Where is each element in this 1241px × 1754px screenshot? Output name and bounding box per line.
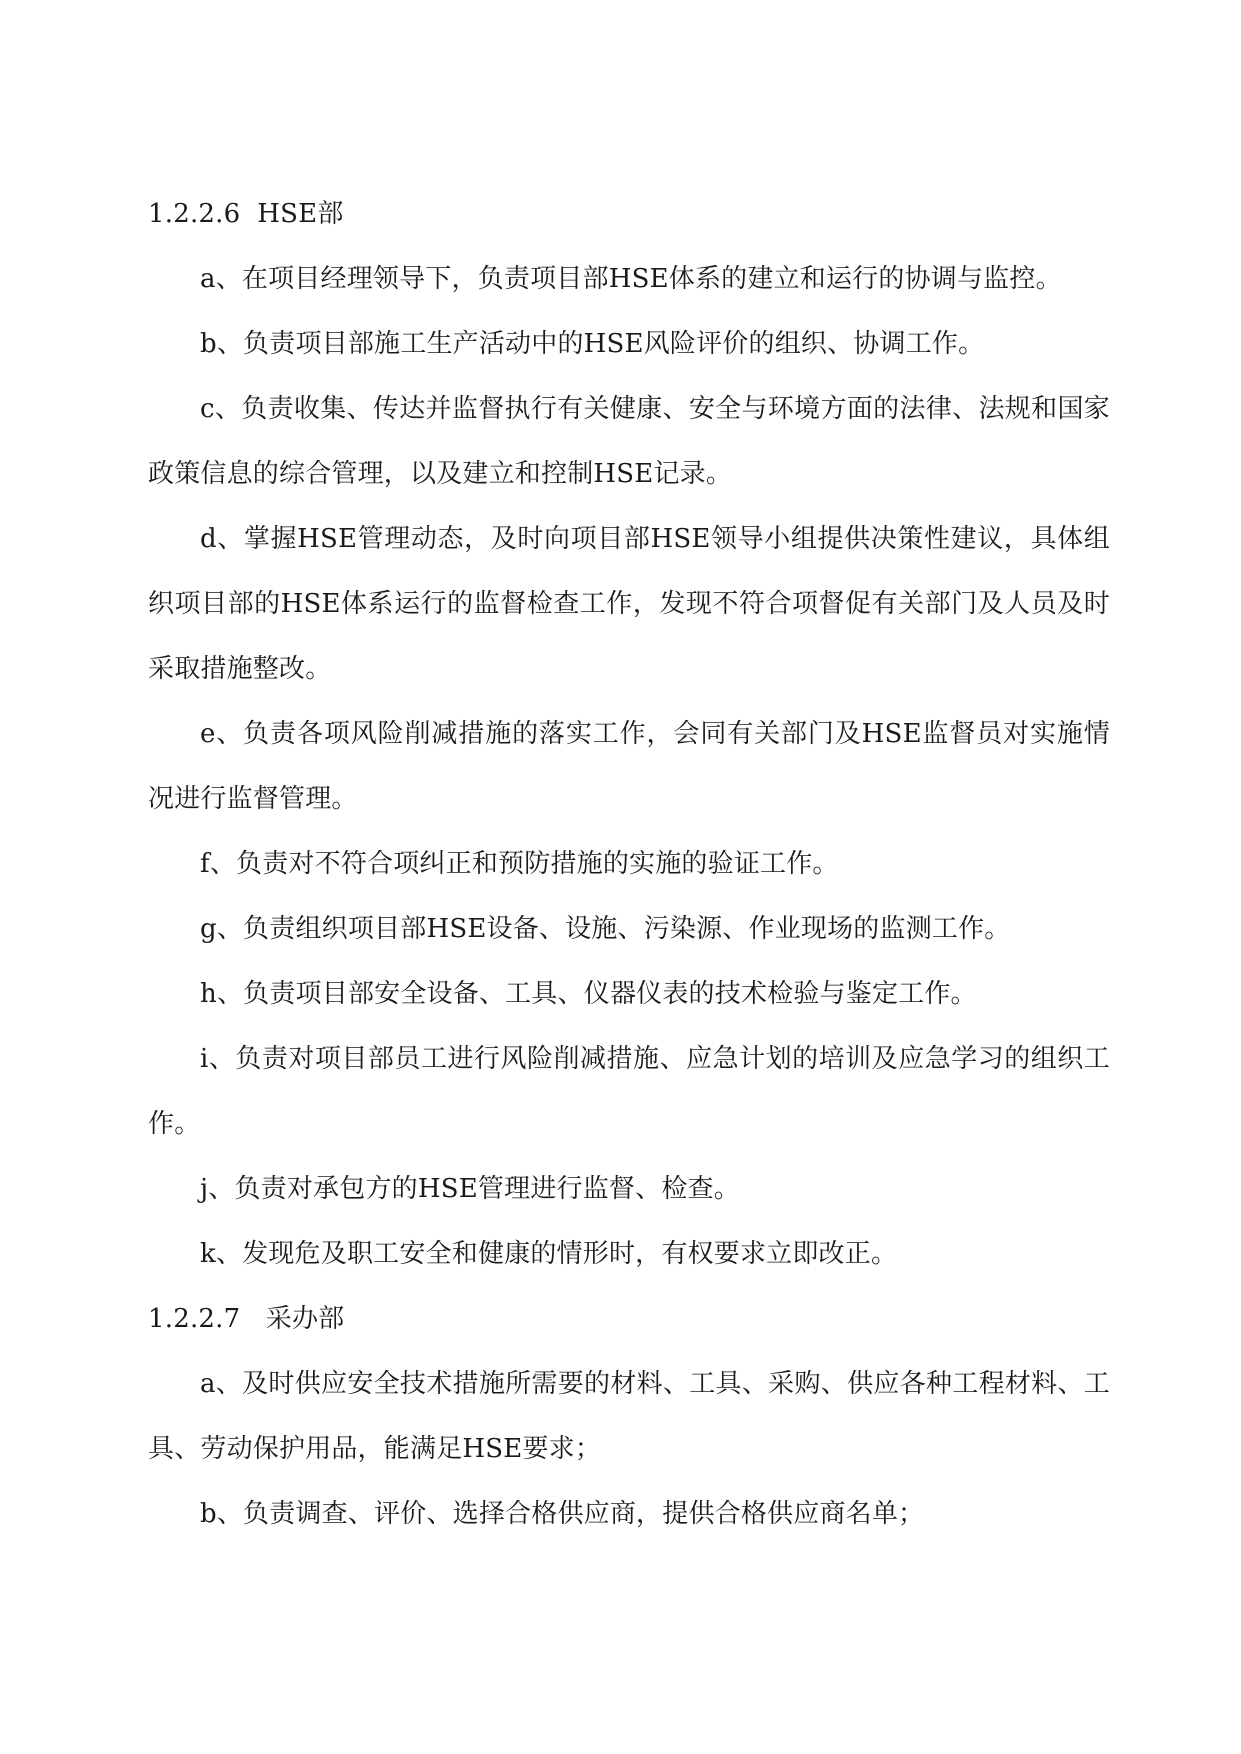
procurement-item-b: b、负责调查、评价、选择合格供应商，提供合格供应商名单； xyxy=(200,1499,925,1529)
hse-item-d: d、掌握HSE管理动态，及时向项目部HSE领导小组提供决策性建议，具体组织项目部的HSE体系运行的监督检查工作，发现不符合项督促有关部门及人员及时采取措施整改。 xyxy=(148,524,1110,684)
hse-item-a: a、在项目经理领导下，负责项目部HSE体系的建立和运行的协调与监控。 xyxy=(200,264,1062,294)
hse-item-e: e、负责各项风险削减措施的落实工作，会同有关部门及HSE监督员对实施情况进行监督管理。 xyxy=(148,719,1110,814)
hse-item-k: k、发现危及职工安全和健康的情形时，有权要求立即改正。 xyxy=(200,1239,898,1269)
hse-item-f: f、负责对不符合项纠正和预防措施的实施的验证工作。 xyxy=(200,849,839,879)
section-heading-hse: 1.2.2.6 HSE部 xyxy=(148,199,344,229)
document-body xyxy=(148,182,1110,1547)
hse-item-j: j、负责对承包方的HSE管理进行监督、检查。 xyxy=(200,1174,740,1204)
hse-item-h: h、负责项目部安全设备、工具、仪器仪表的技术检验与鉴定工作。 xyxy=(200,979,977,1009)
hse-item-i: i、负责对项目部员工进行风险削减措施、应急计划的培训及应急学习的组织工作。 xyxy=(148,1044,1110,1139)
hse-item-b: b、负责项目部施工生产活动中的HSE风险评价的组织、协调工作。 xyxy=(200,329,985,359)
procurement-item-a: a、及时供应安全技术措施所需要的材料、工具、采购、供应各种工程材料、工具、劳动保护用品，能满足HSE要求； xyxy=(148,1369,1110,1464)
hse-item-g: g、负责组织项目部HSE设备、设施、污染源、作业现场的监测工作。 xyxy=(200,914,1011,944)
hse-item-c: c、负责收集、传达并监督执行有关健康、安全与环境方面的法律、法规和国家政策信息的综合管理，以及建立和控制HSE记录。 xyxy=(148,394,1110,489)
section-heading-procurement: 1.2.2.7 采办部 xyxy=(148,1304,345,1334)
